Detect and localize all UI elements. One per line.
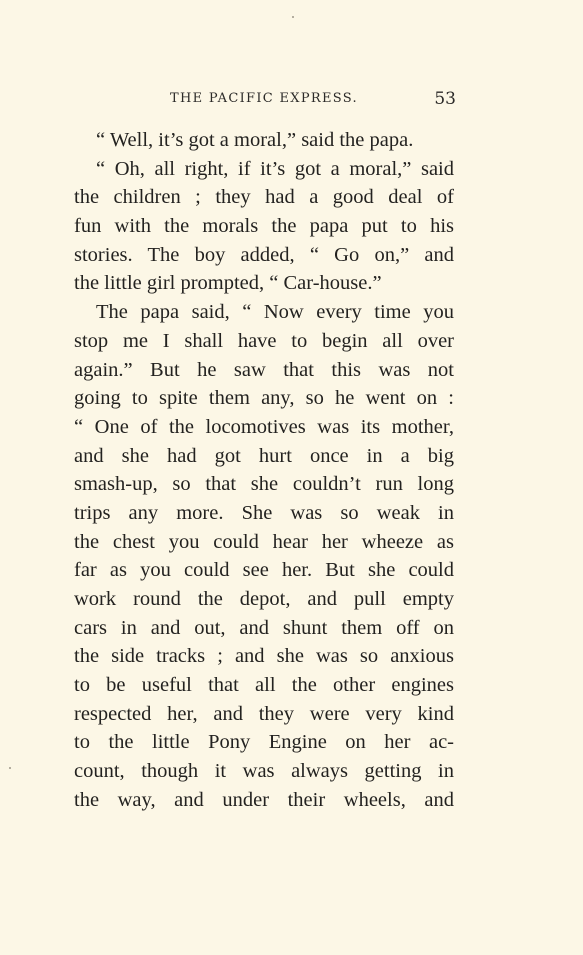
text-line: “ Oh, all right, if it’s got a moral,” said (96, 157, 454, 180)
paper-speck (292, 16, 294, 18)
text-line: smash-up, so that she couldn’t run long (74, 473, 454, 496)
text-line: “ Well, it’s got a moral,” said the papa. (96, 129, 414, 151)
text-line: the side tracks ; and she was so anxious (74, 645, 454, 668)
text-line: “ One of the locomotives was its mother, (74, 415, 454, 438)
text-line: the way, and under their wheels, and (74, 788, 454, 811)
text-line: the chest you could hear her wheeze as (74, 530, 454, 553)
text-line: to be useful that all the other engines (74, 674, 454, 697)
text-line: cars in and out, and shunt them off on (74, 616, 454, 639)
text-line: to the little Pony Engine on her ac- (74, 731, 454, 754)
text-line: far as you could see her. But she could (74, 559, 454, 582)
text-line: trips any more. She was so weak in (74, 501, 454, 524)
text-line: the children ; they had a good deal of (74, 186, 454, 209)
page-number: 53 (434, 89, 456, 109)
text-line: The papa said, “ Now every time you (96, 301, 454, 324)
running-title: THE PACIFIC EXPRESS. (170, 91, 358, 106)
text-line: and she had got hurt once in a big (74, 444, 454, 467)
text-line: respected her, and they were very kind (74, 702, 454, 725)
text-line: again.” But he saw that this was not (74, 358, 454, 381)
text-line: the little girl prompted, “ Car-house.” (74, 272, 382, 295)
page-header (74, 89, 456, 111)
paper-speck (9, 767, 11, 769)
text-line: count, though it was always getting in (74, 760, 454, 783)
text-line: fun with the morals the papa put to his (74, 215, 454, 238)
text-line: going to spite them any, so he went on : (74, 387, 454, 410)
text-line: stories. The boy added, “ Go on,” and (74, 243, 454, 266)
text-line: work round the depot, and pull empty (74, 588, 454, 610)
text-line: stop me I shall have to begin all over (74, 329, 454, 352)
body-text (74, 126, 454, 815)
